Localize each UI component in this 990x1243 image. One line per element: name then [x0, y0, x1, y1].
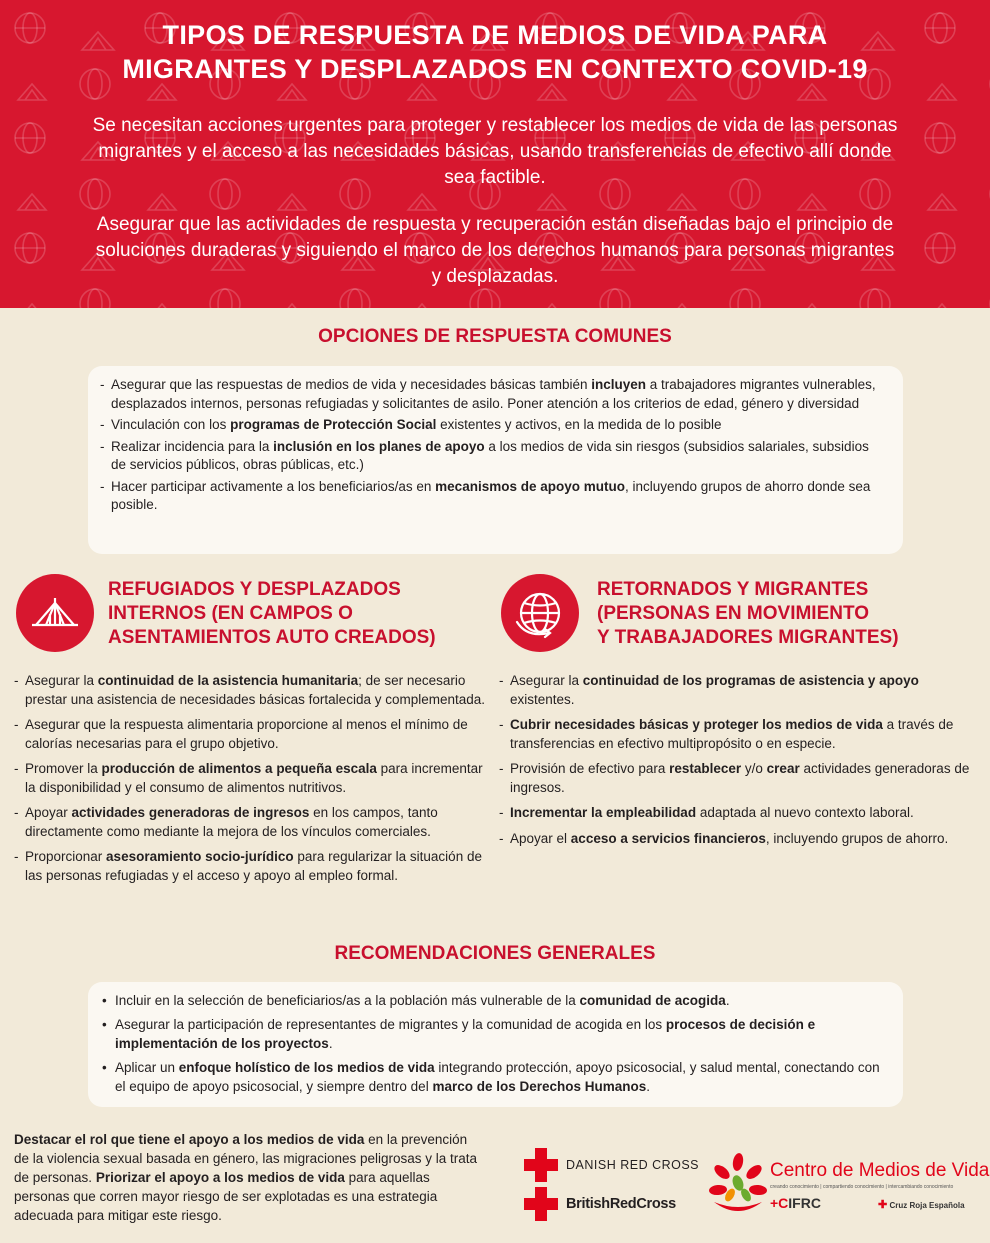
- common-options-heading: OPCIONES DE RESPUESTA COMUNES: [318, 326, 672, 347]
- tent-icon: [16, 574, 94, 652]
- red-cross-icon: [524, 1148, 558, 1182]
- common-options-card: [88, 366, 903, 554]
- list-item: - Provisión de efectivo para restablecer y/o crear actividades generadoras de ingresos.: [499, 760, 981, 797]
- list-item: - Promover la producción de alimentos a pequeña escala para incrementar la disponibilidad y el consumo de alimentos nutritivos.: [14, 760, 492, 797]
- list-item: - Realizar incidencia para la inclusión en los planes de apoyo a los medios de vida sin riesgos (subsidios salariales, subsidios de servicios públicos, obras públicas, etc.): [100, 438, 883, 475]
- list-item: • Asegurar la participación de representantes de migrantes y la comunidad de acogida en los procesos de decisión e implementación de los proyectos.: [100, 1015, 883, 1053]
- flower-logo-icon: [708, 1150, 768, 1220]
- danish-red-cross-logo: DANISH RED CROSS: [524, 1148, 699, 1182]
- header-paragraph-1: Se necesitan acciones urgentes para proteger y restablecer los medios de vida de las personas migrantes y el acceso a las necesidades básicas, usando transferencias de efectivo allí donde sea factible.: [92, 115, 898, 188]
- list-item: - Asegurar que las respuestas de medios de vida y necesidades básicas también incluyen a trabajadores migrantes vulnerables, desplazados internos, personas refugiadas y solicitantes de asilo. Poner atención a los criterios de edad, género y diversidad: [100, 376, 883, 413]
- returnees-list: [499, 672, 981, 855]
- page-title: TIPOS DE RESPUESTA DE MEDIOS DE VIDA PARA MIGRANTES Y DESPLAZADOS EN CONTEXTO COVID-19: [122, 20, 868, 84]
- list-item: - Vinculación con los programas de Protección Social existentes y activos, en la medida de lo posible: [100, 416, 883, 435]
- list-item: - Asegurar la continuidad de los programas de asistencia y apoyo existentes.: [499, 672, 981, 709]
- list-item: - Apoyar el acceso a servicios financieros, incluyendo grupos de ahorro.: [499, 830, 981, 849]
- list-item: - Cubrir necesidades básicas y proteger los medios de vida a través de transferencias en efectivo multipropósito o en especie.: [499, 716, 981, 753]
- list-item: - Asegurar la continuidad de la asistencia humanitaria; de ser necesario prestar una asistencia de necesidades básicas fortalecida y complementada.: [14, 672, 492, 709]
- recommendations-card: [88, 982, 903, 1107]
- list-item: - Incrementar la empleabilidad adaptada al nuevo contexto laboral.: [499, 804, 981, 823]
- returnees-heading: RETORNADOS Y MIGRANTES (PERSONAS EN MOVIMIENTO Y TRABAJADORES MIGRANTES): [597, 579, 899, 648]
- centro-medios-de-vida-logo: Centro de Medios de Vida creando conocimiento | compartiendo conocimiento | intercambiando conocimiento +CIFRC ✚ Cruz Roja Española: [708, 1150, 978, 1220]
- list-item: • Incluir en la selección de beneficiarios/as a la población más vulnerable de la comunidad de acogida.: [100, 991, 883, 1010]
- list-item: - Hacer participar activamente a los beneficiarios/as en mecanismos de apoyo mutuo, incluyendo grupos de ahorro donde sea posible.: [100, 478, 883, 515]
- ifrc-logo: +CIFRC: [770, 1195, 821, 1211]
- header-banner: [0, 0, 990, 308]
- header-paragraph-2: Asegurar que las actividades de respuesta y recuperación están diseñadas bajo el principio de soluciones duraderas y siguiendo el marco de los derechos humanos para personas migrantes y desplazadas.: [95, 214, 895, 287]
- refugees-list: [14, 672, 492, 892]
- list-item: • Aplicar un enfoque holístico de los medios de vida integrando protección, apoyo psicosocial, y salud mental, conectando con el equipo de apoyo psicosocial, y siempre dentro del marco de los Derechos Humanos.: [100, 1058, 883, 1096]
- refugees-heading: REFUGIADOS Y DESPLAZADOS INTERNOS (EN CAMPOS O ASENTAMIENTOS AUTO CREADOS): [108, 579, 436, 648]
- list-item: - Apoyar actividades generadoras de ingresos en los campos, tanto directamente como mediante la mejora de los vínculos comerciales.: [14, 804, 492, 841]
- recommendations-heading: RECOMENDACIONES GENERALES: [334, 943, 656, 964]
- footer-text: Destacar el rol que tiene el apoyo a los medios de vida en la prevención de la violencia sexual basada en género, las migraciones peligrosas y la trata de personas. Priorizar el apoyo a los medios de vida para aquellas personas que corren mayor riesgo de ser explotadas es una estrategia adecuada para mitigar este riesgo.: [14, 1132, 478, 1223]
- list-item: - Asegurar que la respuesta alimentaria proporcione al menos el mínimo de calorías necesarias para el grupo objetivo.: [14, 716, 492, 753]
- british-red-cross-logo: BritishRedCross: [524, 1187, 676, 1221]
- list-item: - Proporcionar asesoramiento socio-jurídico para regularizar la situación de las personas refugiadas y el acceso y apoyo al empleo formal.: [14, 848, 492, 885]
- cruz-roja-logo: ✚ Cruz Roja Española: [878, 1199, 965, 1211]
- globe-icon: [501, 574, 579, 652]
- red-cross-icon: [524, 1187, 558, 1221]
